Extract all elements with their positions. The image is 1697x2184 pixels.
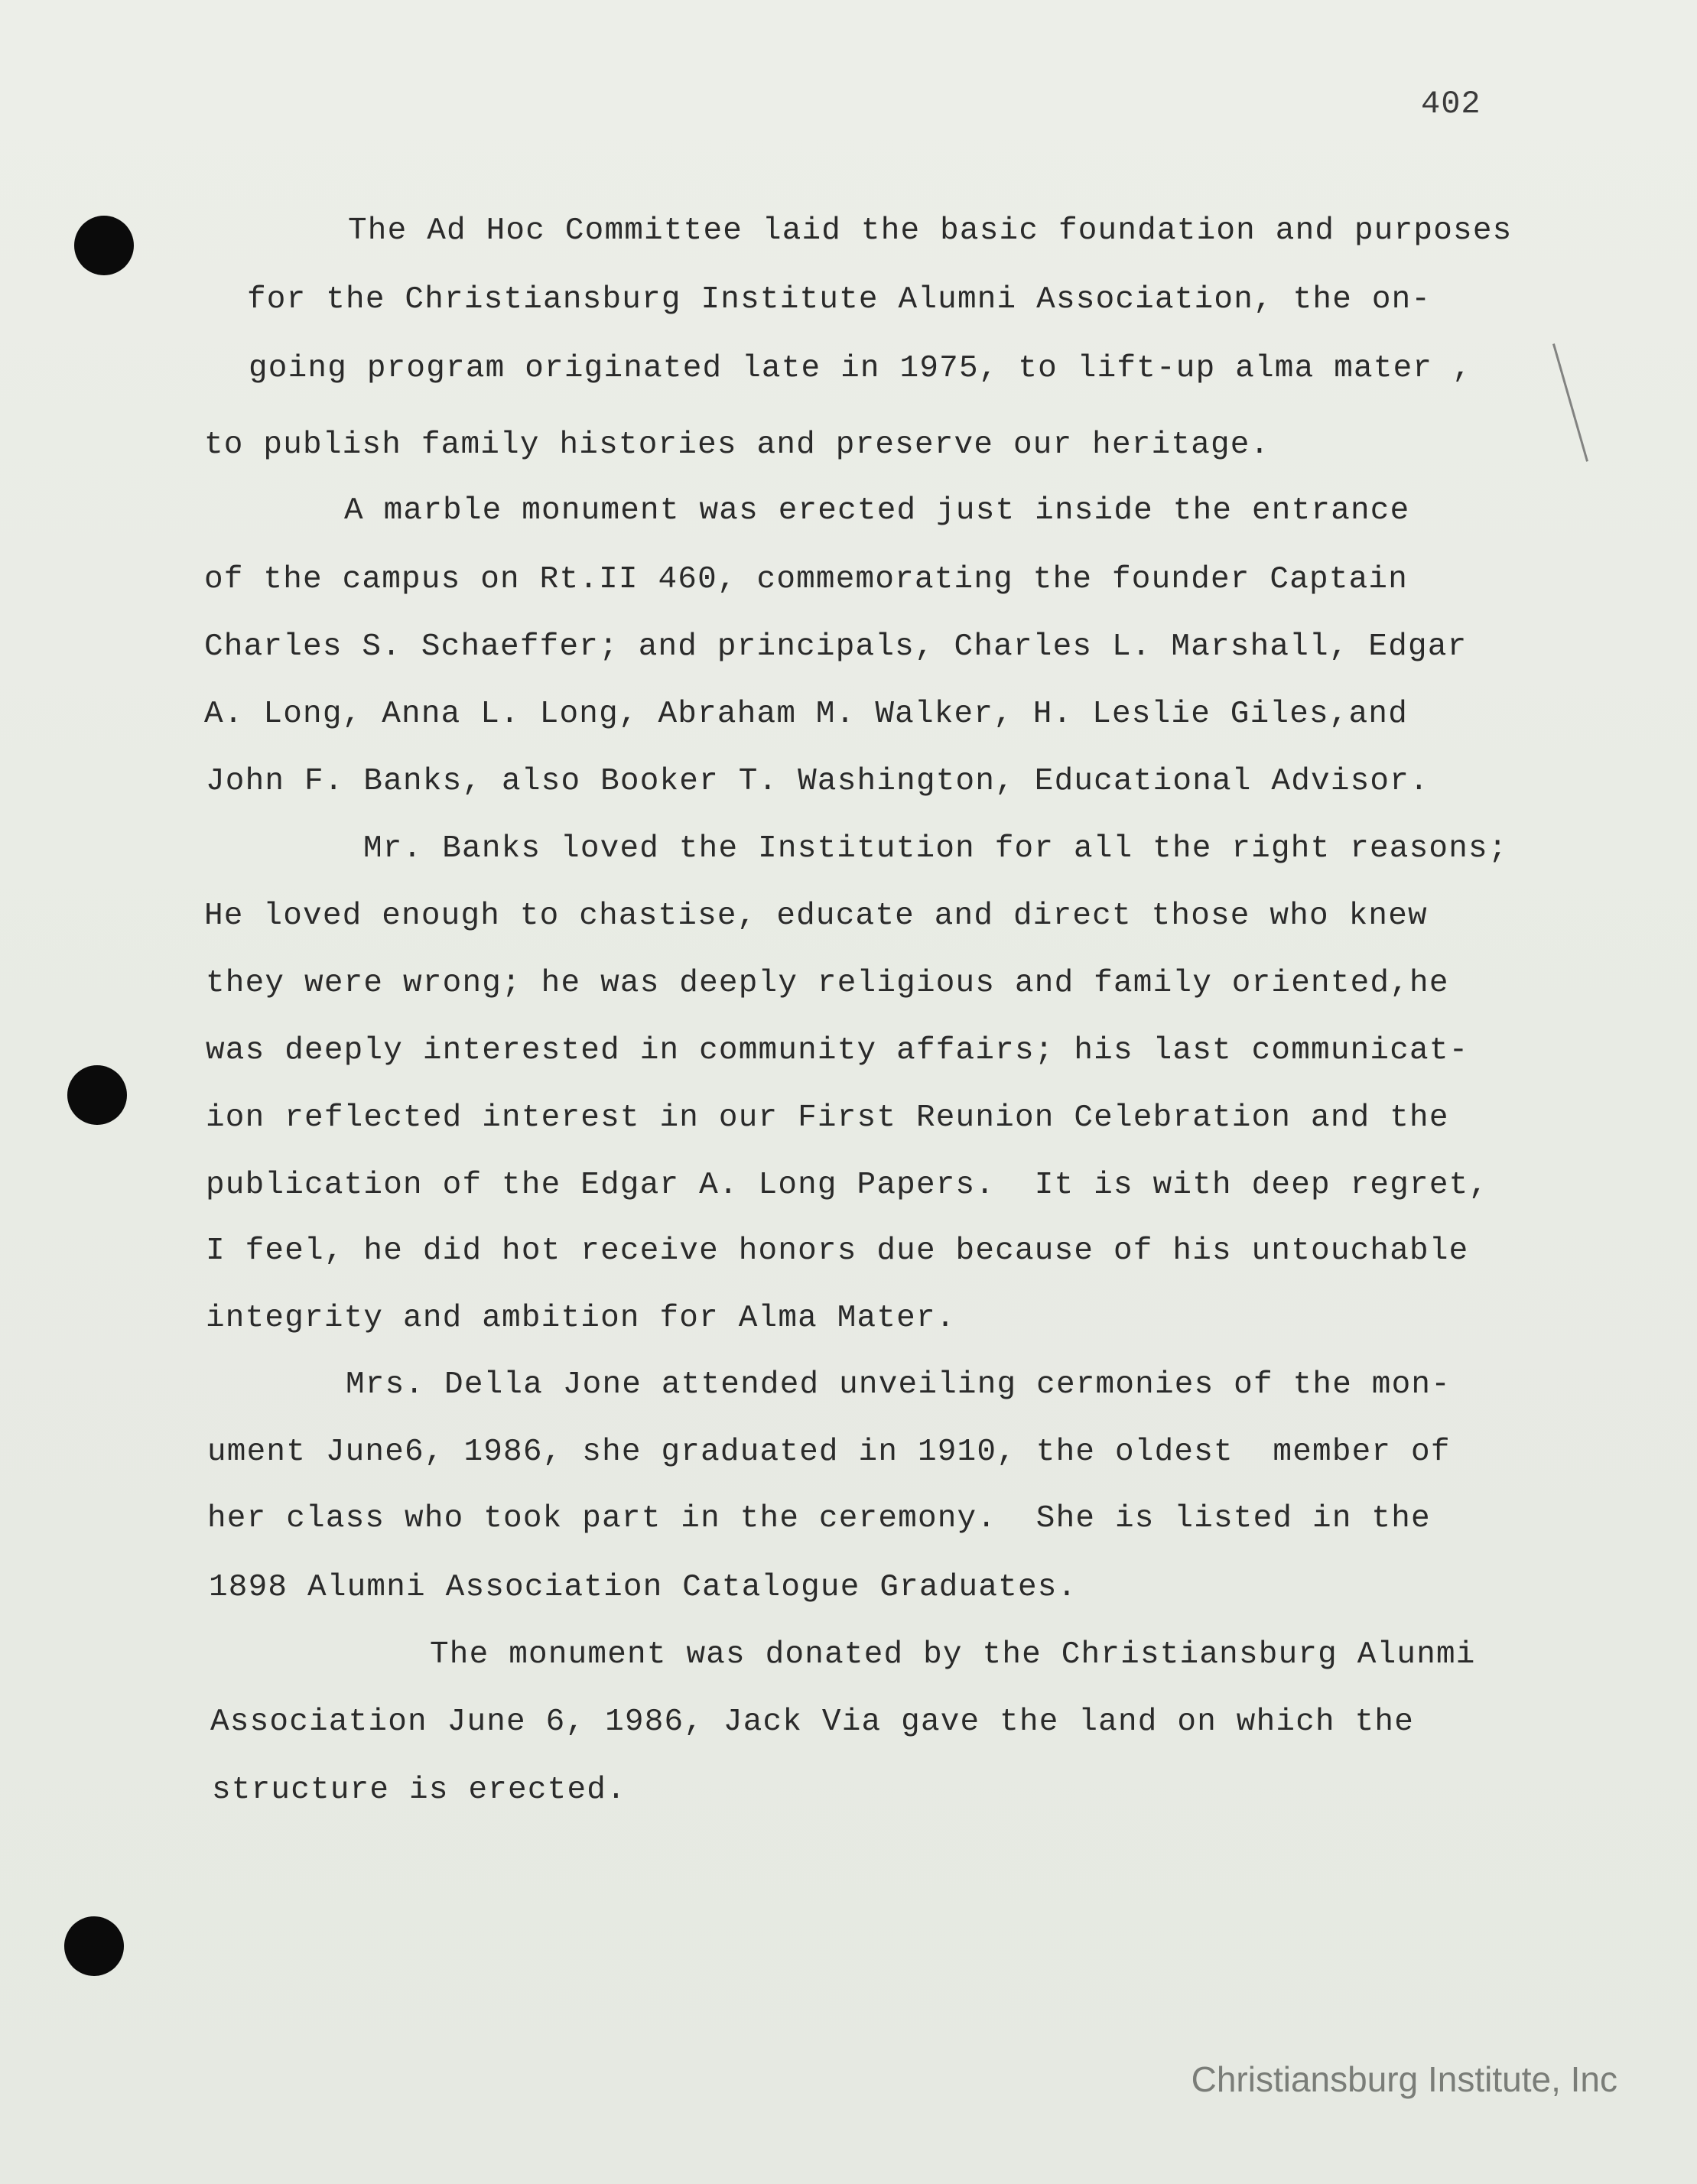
text-line: Charles S. Schaeffer; and principals, Charles L. Marshall, Edgar xyxy=(204,629,1468,665)
punch-hole-top xyxy=(74,216,134,275)
text-line: structure is erected. xyxy=(212,1773,626,1808)
text-line: of the campus on Rt.II 460, commemorating the founder Captain xyxy=(204,562,1409,597)
text-line: Mrs. Della Jone attended unveiling cermonies of the mon- xyxy=(346,1367,1452,1402)
text-line: ion reflected interest in our First Reunion Celebration and the xyxy=(206,1100,1449,1136)
text-line: they were wrong; he was deeply religious and family oriented,he xyxy=(206,966,1449,1001)
text-line: ument June6, 1986, she graduated in 1910, the oldest member of xyxy=(207,1435,1451,1470)
text-line: to publish family histories and preserve our heritage. xyxy=(204,427,1270,463)
margin-pen-mark xyxy=(1552,343,1588,462)
text-line: I feel, he did hot receive honors due because of his untouchable xyxy=(206,1233,1469,1269)
punch-hole-middle xyxy=(67,1065,127,1125)
text-line: Mr. Banks loved the Institution for all the right reasons; xyxy=(363,831,1508,866)
text-line: Association June 6, 1986, Jack Via gave the land on which the xyxy=(210,1705,1415,1740)
text-line: A marble monument was erected just inside the entrance xyxy=(344,493,1410,528)
punch-hole-bottom xyxy=(64,1916,124,1976)
text-line: for the Christiansburg Institute Alumni Association, the on- xyxy=(247,282,1432,317)
text-line: He loved enough to chastise, educate and direct those who knew xyxy=(204,899,1428,934)
text-line: her class who took part in the ceremony. She is listed in the xyxy=(207,1501,1431,1536)
text-line: going program originated late in 1975, to lift-up alma mater , xyxy=(249,351,1472,386)
page-number: 402 xyxy=(1421,86,1481,122)
text-line: publication of the Edgar A. Long Papers. It is with deep regret, xyxy=(206,1168,1489,1203)
text-line: A. Long, Anna L. Long, Abraham M. Walker, H. Leslie Giles,and xyxy=(204,697,1409,732)
watermark: Christiansburg Institute, Inc xyxy=(1191,2059,1617,2099)
text-line: was deeply interested in community affairs; his last communicat- xyxy=(206,1033,1469,1068)
text-line: integrity and ambition for Alma Mater. xyxy=(206,1301,956,1336)
text-line: The Ad Hoc Committee laid the basic foundation and purposes xyxy=(348,213,1513,249)
text-line: 1898 Alumni Association Catalogue Graduates. xyxy=(209,1570,1078,1605)
text-line: The monument was donated by the Christiansburg Alunmi xyxy=(430,1637,1476,1672)
text-line: John F. Banks, also Booker T. Washington, Educational Advisor. xyxy=(206,764,1429,799)
